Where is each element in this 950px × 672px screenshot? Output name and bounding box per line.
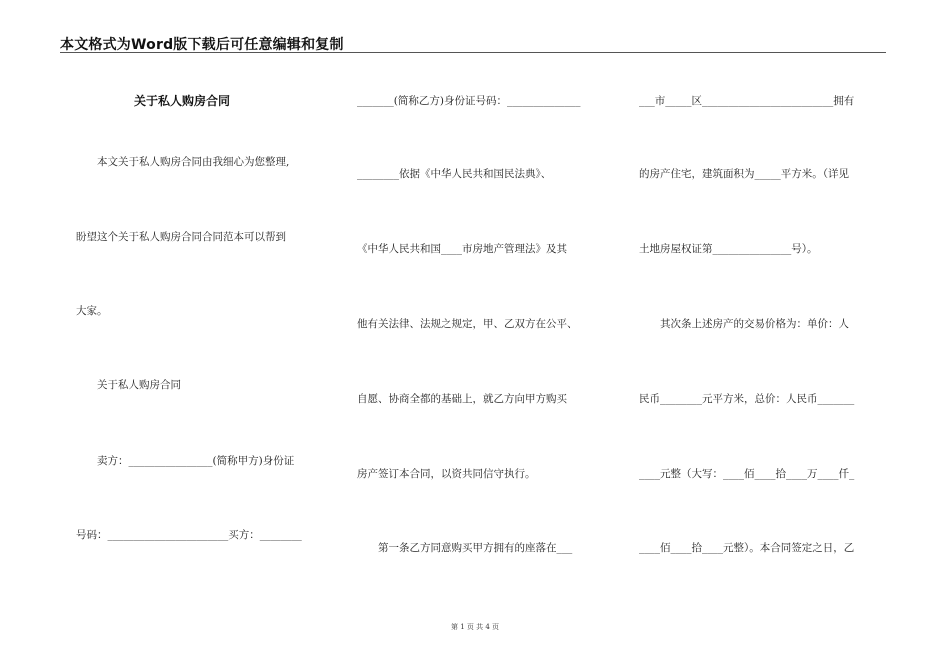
text-line: 关于私人购房合同 (76, 379, 181, 391)
text-line: 号码：_______________________买方：________ (76, 529, 302, 541)
text-line: 自愿、协商全都的基础上，就乙方向甲方购买 (357, 393, 567, 405)
text-line: ___市_____区_________________________拥有 (639, 95, 855, 107)
document-title: 关于私人购房合同 (134, 94, 231, 108)
text-line: 的房产住宅，建筑面积为_____平方米。（详见 (639, 168, 849, 180)
text-line: 民币________元平方米，总价：人民币_______ (639, 393, 855, 405)
text-line: _______(简称乙方)身份证号码：______________ (357, 95, 581, 107)
text-line: 其次条上述房产的交易价格为：单价：人 (639, 318, 849, 330)
text-line: ________依据《中华人民共和国民法典》、 (357, 168, 552, 180)
text-line: 房产签订本合同，以资共同信守执行。 (357, 468, 536, 480)
text-line: 本文关于私人购房合同由我细心为您整理, (76, 156, 290, 168)
text-line: 盼望这个关于私人购房合同合同范本可以帮到 (76, 231, 286, 243)
text-line: 第一条乙方同意购买甲方拥有的座落在___ (357, 542, 573, 554)
header-rule (60, 52, 886, 53)
text-line: 大家。 (76, 305, 108, 317)
text-line: ____佰____拾____元整）。本合同签定之日，乙 (639, 542, 855, 554)
text-line: 卖方：________________(简称甲方)身份证 (76, 455, 295, 467)
text-line: 《中华人民共和国____市房地产管理法》及其 (357, 243, 567, 255)
text-line: 他有关法律、法规之规定，甲、乙双方在公平、 (357, 318, 578, 330)
page-header: 本文格式为Word版下载后可任意编辑和复制 (60, 37, 344, 53)
page-number: 第 1 页 共 4 页 (450, 623, 500, 631)
text-line: ____元整（大写：____佰____拾____万____仟_ (639, 468, 855, 480)
text-line: 土地房屋权证第_______________号）。 (639, 243, 818, 255)
